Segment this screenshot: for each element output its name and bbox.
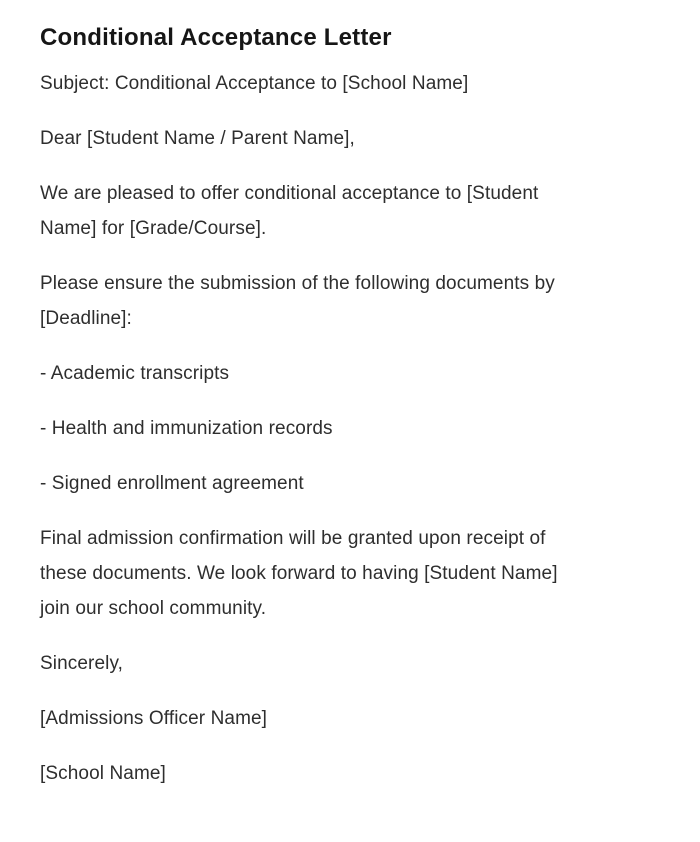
signature-officer-name <box>40 701 660 736</box>
paragraph-confirmation <box>40 521 660 626</box>
paragraph-closing <box>40 646 660 681</box>
paragraph-line: Final admission confirmation will be granted upon receipt of <box>40 528 546 549</box>
paragraph-subject <box>40 66 660 101</box>
paragraph-line: We are pleased to offer conditional acceptance to [Student <box>40 183 539 204</box>
paragraph-line: - Signed enrollment agreement <box>40 473 304 494</box>
paragraph-offer <box>40 176 660 246</box>
list-item-transcripts <box>40 356 660 391</box>
paragraph-line: Subject: Conditional Acceptance to [School Name] <box>40 73 469 94</box>
paragraph-line: Name] for [Grade/Course]. <box>40 218 267 239</box>
document-title: Conditional Acceptance Letter <box>40 24 392 51</box>
paragraph-line: - Academic transcripts <box>40 363 230 384</box>
list-item-health-records <box>40 411 660 446</box>
paragraph-line: Please ensure the submission of the following documents by <box>40 273 555 294</box>
paragraph-salutation <box>40 121 660 156</box>
paragraph-line: - Health and immunization records <box>40 418 333 439</box>
paragraph-line: [Deadline]: <box>40 308 132 329</box>
paragraph-documents-intro <box>40 266 660 336</box>
paragraph-line: join our school community. <box>40 598 267 619</box>
paragraph-line: [Admissions Officer Name] <box>40 708 268 729</box>
paragraph-line: Dear [Student Name / Parent Name], <box>40 128 355 149</box>
paragraph-line: [School Name] <box>40 763 166 784</box>
paragraph-line: Sincerely, <box>40 653 124 674</box>
list-item-enrollment-agreement <box>40 466 660 501</box>
signature-school-name <box>40 756 660 791</box>
paragraph-line: these documents. We look forward to having [Student Name] <box>40 563 558 584</box>
